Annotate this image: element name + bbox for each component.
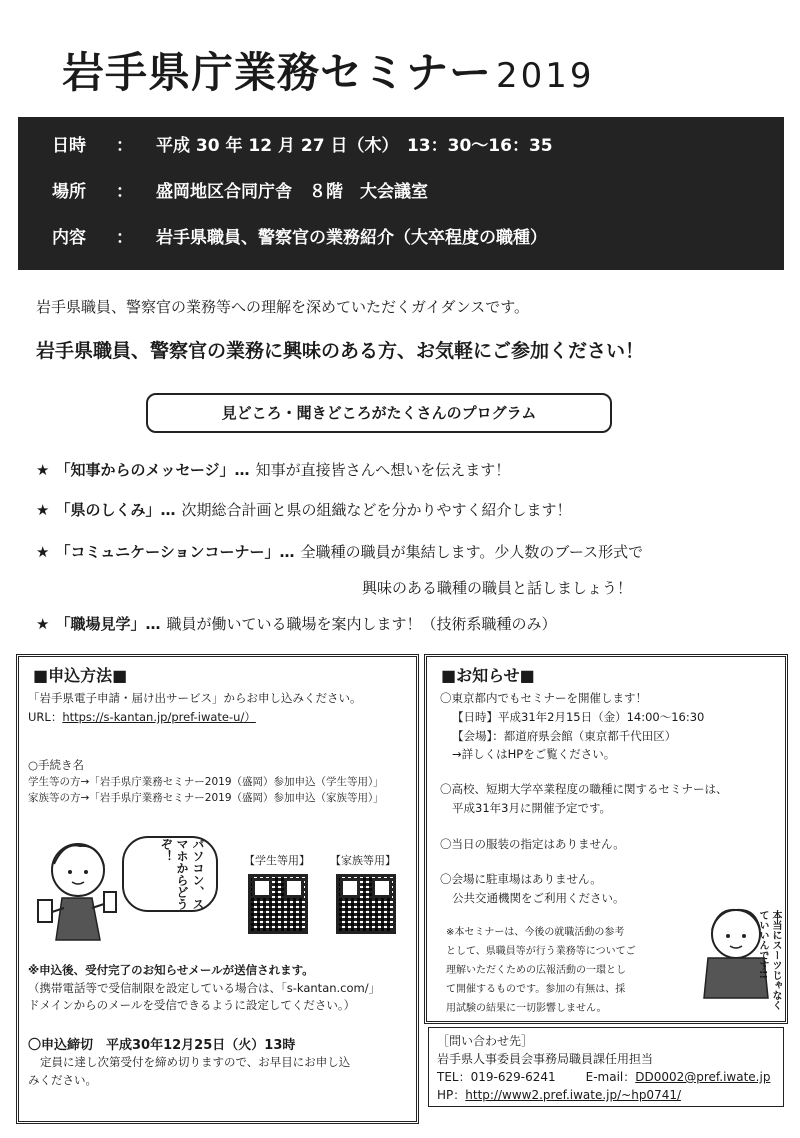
qr-code-family[interactable]: [336, 874, 396, 934]
intro-emphasis: 岩手県職員、警察官の業務に興味のある方、お気軽にご参加ください！: [36, 340, 645, 362]
proc-title: ○手続き名: [28, 758, 85, 772]
character-speech: 本当にスーツじゃなくていいんです!!: [757, 910, 781, 1010]
program-heading: 見どころ・聞きどころがたくさんのプログラム: [146, 393, 612, 433]
info-label: 場所: [52, 182, 86, 202]
program-item: [36, 541, 643, 562]
title-year: 2019: [496, 56, 595, 96]
info-value: 岩手県職員、警察官の業務紹介（大卒程度の職種）: [156, 228, 547, 248]
notice-mail-note1: （携帯電話等で受信制限を設定している場合は、「s-kantan.com/」: [28, 981, 381, 995]
deadline-note2: みください。: [28, 1073, 97, 1087]
info-colon: ：: [116, 182, 133, 202]
disclaimer-line3: 理解いただくための広報活動の一環とし: [446, 965, 626, 976]
parking-line1: 〇会場に駐車場はありません。: [440, 872, 602, 886]
apply-url-row: [28, 709, 256, 725]
notice-mail-note2: ドメインからのメールを受信できるように設定してください。）: [28, 998, 356, 1012]
info-label: 内容: [52, 228, 86, 248]
apply-service: 「岩手県電子申請・届け出サービス」からお申し込みください。: [28, 691, 362, 705]
star-icon: ★: [36, 615, 50, 633]
info-row-content: [52, 223, 784, 269]
program-desc: 次期総合計画と県の組織などを分かりやすく紹介します！: [181, 501, 572, 519]
title-main: 岩手県庁業務セミナー: [62, 48, 493, 97]
disclaimer-line1: ※本セミナーは、今後の就職活動の参考: [446, 927, 625, 938]
url-label: URL：: [28, 710, 63, 724]
contact-tel-email: [437, 1068, 775, 1086]
hp-label: HP：: [437, 1088, 466, 1102]
qr-code-student[interactable]: [248, 874, 308, 934]
proc-family: 家族等の方→「岩手県庁業務セミナー2019（盛岡）参加申込（家族等用）」: [28, 792, 384, 804]
contact-hp: [437, 1086, 775, 1104]
program-title: 「職場見学」…: [55, 615, 161, 633]
program-item: [36, 613, 556, 634]
apply-url-link[interactable]: https://s-kantan.jp/pref-iwate-u/）: [62, 710, 256, 724]
speech-bubble-text: パソコン、スマホからどうぞ！: [159, 838, 205, 910]
contact-title: ［問い合わせ先］: [437, 1034, 534, 1048]
disclaimer-line4: て開催するものです。参加の有無は、採: [446, 984, 626, 995]
star-icon: ★: [36, 543, 50, 561]
info-colon: ：: [116, 136, 133, 156]
tokyo-line4: →詳しくはHPをご覧ください。: [452, 747, 616, 761]
deadline: 〇申込締切 平成30年12月25日（火）13時: [28, 1038, 296, 1053]
contact-box: [428, 1027, 784, 1107]
disclaimer-line5: 用試験の結果に一切影響しません。: [446, 1003, 607, 1014]
notice-heading: ■お知らせ■: [441, 666, 535, 685]
program-desc: 全職種の職員が集結します。少人数のブース形式で: [300, 543, 644, 561]
character-illustration: [34, 838, 130, 948]
hp-link[interactable]: http://www2.pref.iwate.jp/~hp0741/: [465, 1088, 682, 1102]
contact-org: 岩手県人事委員会事務局職員課任用担当: [437, 1052, 654, 1066]
program-desc-continued: 興味のある職種の職員と話しましょう！: [362, 579, 633, 597]
star-icon: ★: [36, 461, 50, 479]
qr-label-family: 【家族等用】: [330, 854, 396, 867]
tokyo-line3: 【会場】：都道府県会館（東京都千代田区）: [452, 729, 677, 743]
tokyo-line1: 〇東京都内でもセミナーを開催します！: [440, 691, 647, 705]
info-label: 日時: [52, 136, 86, 156]
disclaimer-line2: として、県職員等が行う業務等についてご: [446, 946, 636, 957]
email-link[interactable]: DD0002@pref.iwate.jp: [635, 1070, 771, 1084]
college-line1: 〇高校、短期大学卒業程度の職種に関するセミナーは、: [440, 782, 728, 796]
program-item: [36, 499, 571, 520]
info-colon: ：: [116, 228, 133, 248]
apply-heading: ■申込方法■: [33, 666, 128, 685]
program-desc: 職員が働いている職場を案内します！（技術系職種のみ）: [166, 615, 557, 633]
info-row-datetime: [52, 131, 784, 177]
info-row-venue: [52, 177, 784, 223]
program-item: [36, 459, 510, 480]
program-title: 「コミュニケーションコーナー」…: [55, 543, 295, 561]
info-value: 盛岡地区合同庁舎 ８階 大会議室: [156, 182, 428, 202]
contact-tel: TEL：019-629-6241: [437, 1070, 556, 1084]
program-title: 「県のしくみ」…: [55, 501, 176, 519]
email-label: E-mail：: [585, 1070, 636, 1084]
deadline-note1: 定員に達し次第受付を締め切りますので、お早目にお申し込: [40, 1055, 351, 1069]
proc-student: 学生等の方→「岩手県庁業務セミナー2019（盛岡）参加申込（学生等用）」: [28, 776, 384, 788]
star-icon: ★: [36, 501, 50, 519]
dress-line: 〇当日の服装の指定はありません。: [440, 837, 625, 851]
program-desc: 知事が直接皆さんへ想いを伝えます！: [255, 461, 511, 479]
tokyo-line2: 【日時】平成31年2月15日（金）14:00～16:30: [452, 710, 705, 724]
parking-line2: 公共交通機関をご利用ください。: [452, 891, 625, 905]
info-value: 平成 30 年 12 月 27 日（木） 13：30～16：35: [156, 136, 553, 156]
college-line2: 平成31年3月に開催予定です。: [452, 801, 612, 815]
program-title: 「知事からのメッセージ」…: [55, 461, 250, 479]
intro-text: 岩手県職員、警察官の業務等への理解を深めていただくガイダンスです。: [36, 298, 530, 316]
qr-label-student: 【学生等用】: [244, 854, 310, 867]
notice-mail: ※申込後、受付完了のお知らせメールが送信されます。: [28, 963, 314, 977]
page-title: [62, 40, 595, 100]
event-info-box: [18, 117, 784, 270]
